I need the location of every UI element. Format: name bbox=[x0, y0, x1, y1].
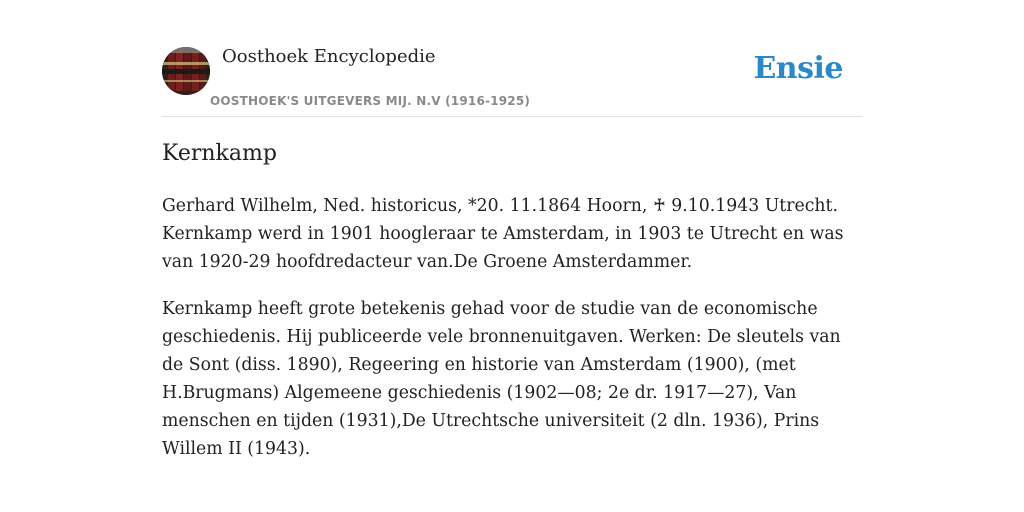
book-spines-icon bbox=[162, 47, 210, 95]
source-header bbox=[162, 0, 862, 117]
article-paragraph: Kernkamp heeft grote betekenis gehad voor de studie van de economische geschiedenis. Hij publiceerde vele bronnenuitgaven. Werken: De sleutels van de Sont (diss. 1890), Regeering en historie van Amsterdam (1900), (met H.Brugmans) Algemeene geschiedenis (1902—08; 2e dr. 1917—27), Van menschen en tijden (1931),De Utrechtsche universiteit (2 dln. 1936), Prins Willem II (1943). bbox=[162, 299, 841, 459]
article-title: Kernkamp bbox=[162, 141, 277, 166]
article-body bbox=[162, 192, 862, 482]
publisher-label: OOSTHOEK'S UITGEVERS MIJ. N.V (1916-1925) bbox=[210, 94, 531, 108]
encyclopedia-books-avatar[interactable] bbox=[162, 47, 210, 95]
ensie-logo[interactable]: Ensie bbox=[753, 51, 843, 86]
source-title[interactable]: Oosthoek Encyclopedie bbox=[222, 46, 436, 67]
article-page bbox=[162, 0, 862, 459]
article-paragraph: Gerhard Wilhelm, Ned. historicus, *20. 11.1864 Hoorn, ♰ 9.10.1943 Utrecht. Kernkamp werd in 1901 hoogleraar te Amsterdam, in 1903 te Utrecht en was van 1920-29 hoofdredacteur van.De Groene Amsterdammer. bbox=[162, 196, 844, 272]
